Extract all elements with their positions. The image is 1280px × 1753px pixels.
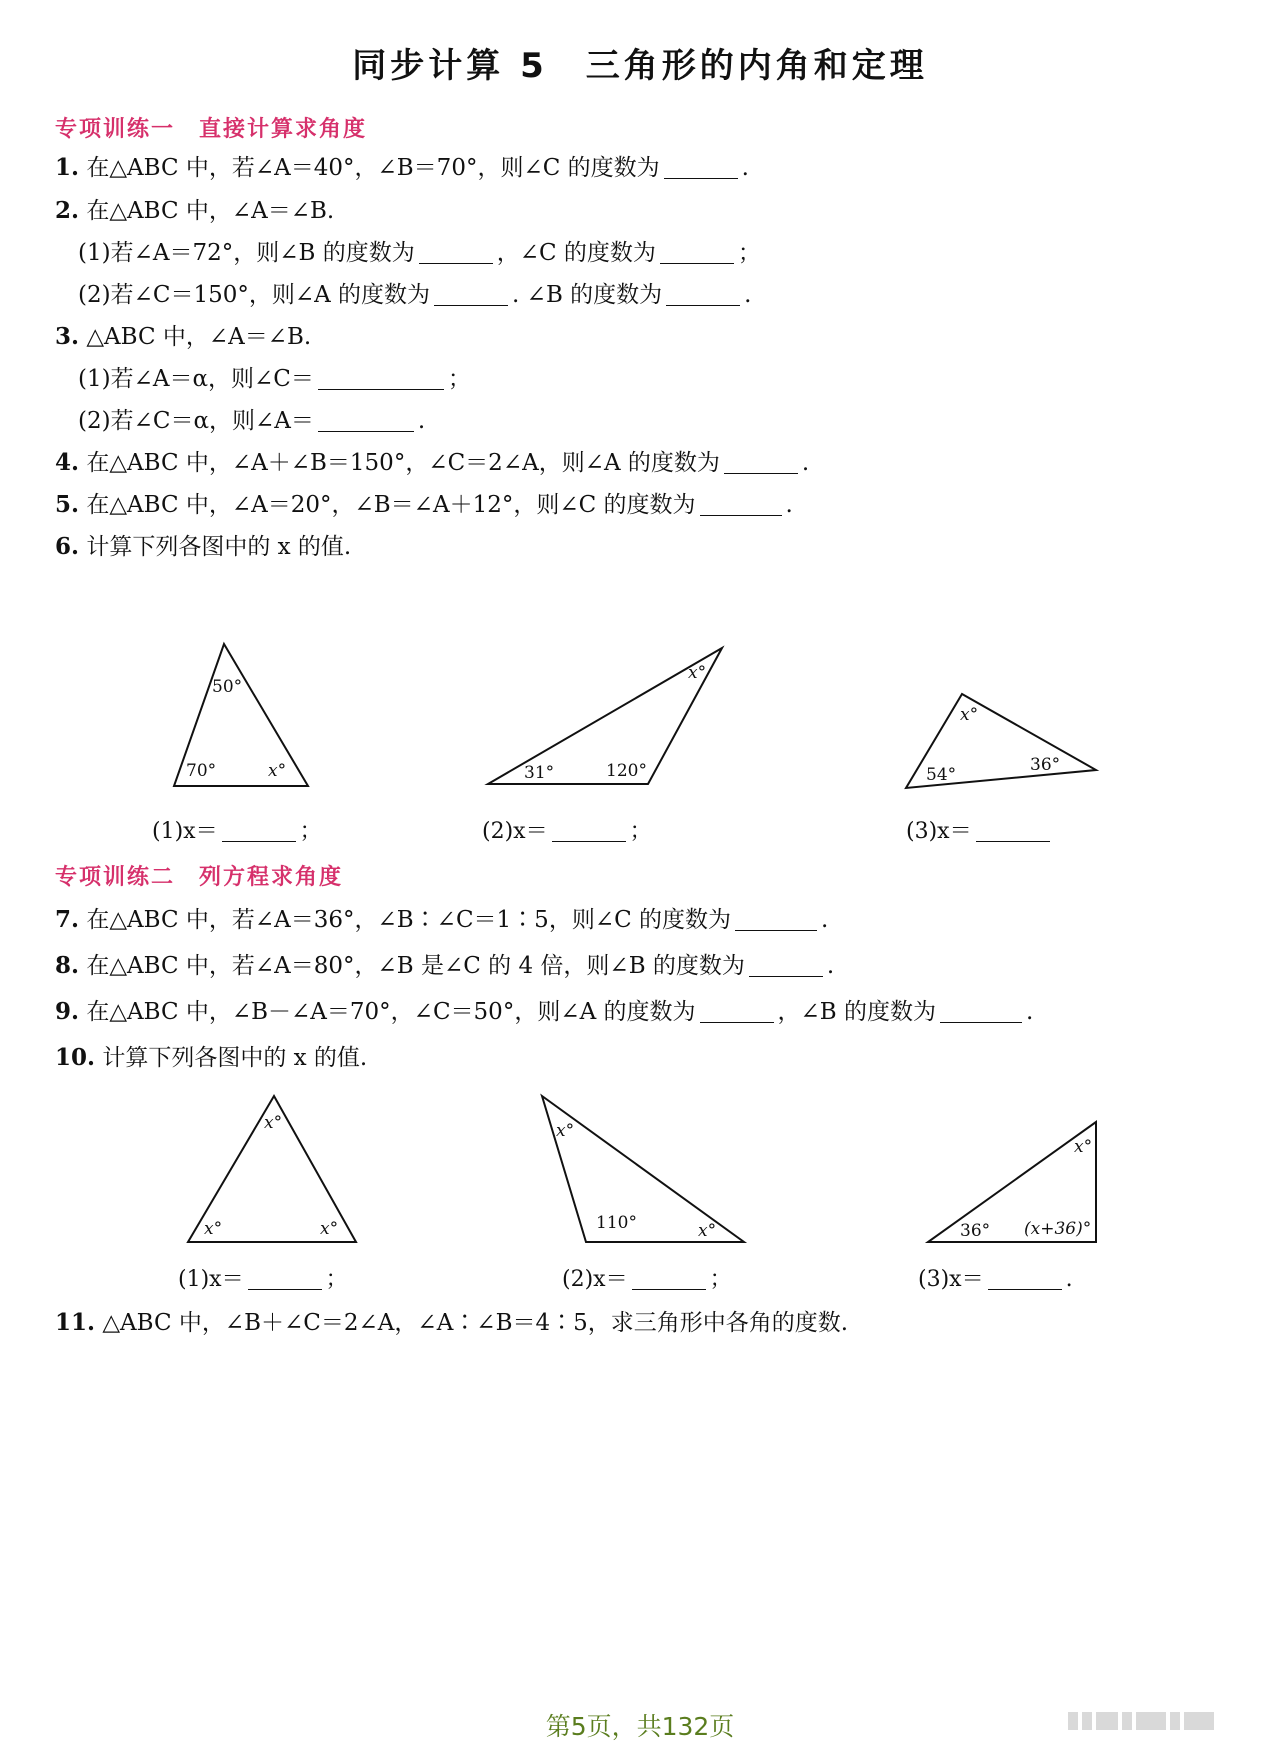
answer-blank — [632, 1267, 706, 1290]
punctuation: ； — [629, 819, 652, 844]
punctuation: ； — [299, 819, 322, 844]
answer-blank — [248, 1267, 322, 1290]
page-title: 同步计算 5 三角形的内角和定理 — [352, 46, 928, 86]
angle-label: x° — [264, 1113, 283, 1133]
angle-label: (x+36)° — [1024, 1219, 1092, 1239]
punctuation: ； — [709, 1267, 732, 1292]
q10-sub-3 — [918, 1262, 1073, 1293]
question-number: 8. — [55, 952, 80, 979]
q10-triangle-3 — [926, 1118, 1102, 1244]
angle-label: 36° — [960, 1221, 991, 1241]
sub-label: (3)x＝ — [906, 819, 972, 844]
sub-label: (1)x＝ — [152, 819, 218, 844]
question-number: 5. — [55, 491, 80, 518]
q10-triangle-2 — [538, 1092, 748, 1244]
page-footer: 第5页，共132页 — [545, 1712, 735, 1741]
answer-blank — [318, 409, 414, 432]
question-number: 10. — [55, 1044, 96, 1071]
answer-blank — [940, 1000, 1022, 1023]
angle-label: 31° — [524, 763, 555, 783]
angle-label: 54° — [926, 765, 957, 785]
section-heading-1: 专项训练一 直接计算求角度 — [55, 117, 368, 142]
question-1 — [55, 153, 749, 183]
angle-label: x° — [556, 1121, 575, 1141]
q6-triangle-3 — [902, 690, 1102, 790]
punctuation: . — [801, 450, 810, 476]
q6-triangle-2 — [484, 644, 734, 784]
question-text: ，∠B 的度数为 — [777, 999, 936, 1025]
answer-blank — [988, 1267, 1062, 1290]
answer-blank — [660, 241, 734, 264]
angle-label: x° — [960, 705, 979, 725]
question-number: 6. — [55, 533, 80, 560]
part-text: ，∠C 的度数为 — [496, 240, 656, 266]
answer-blank — [700, 1000, 774, 1023]
answer-blank — [735, 908, 817, 931]
angle-label: x° — [204, 1219, 223, 1239]
section-heading-2: 专项训练二 列方程求角度 — [55, 865, 344, 890]
punctuation: . — [417, 408, 426, 434]
answer-blank — [700, 493, 782, 516]
part-text: (2)若∠C＝150°，则∠A 的度数为 — [78, 282, 431, 308]
q6-sub-1 — [152, 814, 322, 845]
part-text: . ∠B 的度数为 — [512, 282, 663, 308]
answer-blank — [976, 819, 1050, 842]
punctuation: ； — [447, 366, 471, 392]
question-number: 2. — [55, 197, 80, 224]
question-text: △ABC 中，∠B＋∠C＝2∠A，∠A∶∠B＝4∶5，求三角形中各角的度数. — [95, 1310, 849, 1336]
question-text: 在△ABC 中，∠A＝20°，∠B＝∠A＋12°，则∠C 的度数为 — [79, 492, 696, 518]
question-2 — [55, 196, 334, 226]
sub-label: (1)x＝ — [178, 1267, 244, 1292]
question-3-part-2 — [78, 406, 425, 436]
punctuation: . — [744, 282, 752, 308]
question-text: △ABC 中，∠A＝∠B. — [79, 324, 312, 350]
question-number: 4. — [55, 449, 80, 476]
question-11 — [55, 1308, 848, 1338]
sub-label: (3)x＝ — [918, 1267, 984, 1292]
question-text: 计算下列各图中的 x 的值. — [95, 1045, 368, 1071]
q10-sub-1 — [178, 1262, 348, 1293]
answer-blank — [749, 954, 823, 977]
question-text: 在△ABC 中，∠A＋∠B＝150°，∠C＝2∠A，则∠A 的度数为 — [79, 450, 720, 476]
answer-blank — [419, 241, 493, 264]
angle-label: x° — [688, 663, 707, 683]
punctuation: . — [826, 953, 835, 979]
answer-blank — [222, 819, 296, 842]
angle-label: 70° — [186, 761, 217, 781]
question-text: 在△ABC 中，若∠A＝36°，∠B∶∠C＝1∶5，则∠C 的度数为 — [79, 907, 732, 933]
question-number: 7. — [55, 906, 80, 933]
q10-sub-2 — [562, 1262, 732, 1293]
question-text: 在△ABC 中，若∠A＝40°，∠B＝70°，则∠C 的度数为 — [79, 155, 660, 181]
question-5 — [55, 490, 793, 520]
question-7 — [55, 905, 828, 935]
angle-label: x° — [1074, 1137, 1093, 1157]
punctuation: ； — [737, 240, 761, 266]
question-9 — [55, 997, 1033, 1027]
punctuation: . — [1065, 1267, 1073, 1292]
angle-label: x° — [698, 1221, 717, 1241]
question-number: 11. — [55, 1309, 96, 1336]
question-2-part-1 — [78, 238, 761, 268]
q6-triangle-1 — [160, 636, 320, 786]
question-text: 计算下列各图中的 x 的值. — [79, 534, 352, 560]
punctuation: . — [741, 155, 749, 181]
angle-label: 110° — [596, 1213, 637, 1233]
angle-label: 50° — [212, 677, 243, 697]
question-number: 1. — [55, 154, 80, 181]
q10-triangle-1 — [186, 1092, 362, 1244]
angle-label: 120° — [606, 761, 647, 781]
angle-label: x° — [320, 1219, 339, 1239]
question-6 — [55, 532, 351, 562]
part-text: (1)若∠A＝72°，则∠B 的度数为 — [78, 240, 415, 266]
question-number: 3. — [55, 323, 80, 350]
question-2-part-2 — [78, 280, 751, 310]
watermark-logo — [1068, 1712, 1238, 1734]
punctuation: ； — [325, 1267, 348, 1292]
question-3 — [55, 322, 311, 352]
question-3-part-1 — [78, 364, 471, 394]
answer-blank — [664, 156, 738, 179]
punctuation: . — [785, 492, 793, 518]
q6-sub-2 — [482, 814, 652, 845]
question-8 — [55, 951, 834, 981]
punctuation: . — [821, 907, 829, 933]
part-text: (1)若∠A＝α，则∠C＝ — [78, 366, 314, 392]
question-10 — [55, 1043, 367, 1073]
answer-blank — [318, 367, 444, 390]
part-text: (2)若∠C＝α，则∠A＝ — [78, 408, 314, 434]
question-text: 在△ABC 中，若∠A＝80°，∠B 是∠C 的 4 倍，则∠B 的度数为 — [79, 953, 745, 979]
angle-label: x° — [268, 761, 287, 781]
answer-blank — [552, 819, 626, 842]
sub-label: (2)x＝ — [562, 1267, 628, 1292]
answer-blank — [434, 283, 508, 306]
question-4 — [55, 448, 809, 478]
answer-blank — [666, 283, 740, 306]
answer-blank — [724, 451, 798, 474]
angle-label: 36° — [1030, 755, 1061, 775]
q6-sub-3 — [906, 814, 1054, 845]
question-text: 在△ABC 中，∠B－∠A＝70°，∠C＝50°，则∠A 的度数为 — [79, 999, 696, 1025]
sub-label: (2)x＝ — [482, 819, 548, 844]
question-text: 在△ABC 中，∠A＝∠B. — [79, 198, 335, 224]
punctuation: . — [1026, 999, 1034, 1025]
question-number: 9. — [55, 998, 80, 1025]
